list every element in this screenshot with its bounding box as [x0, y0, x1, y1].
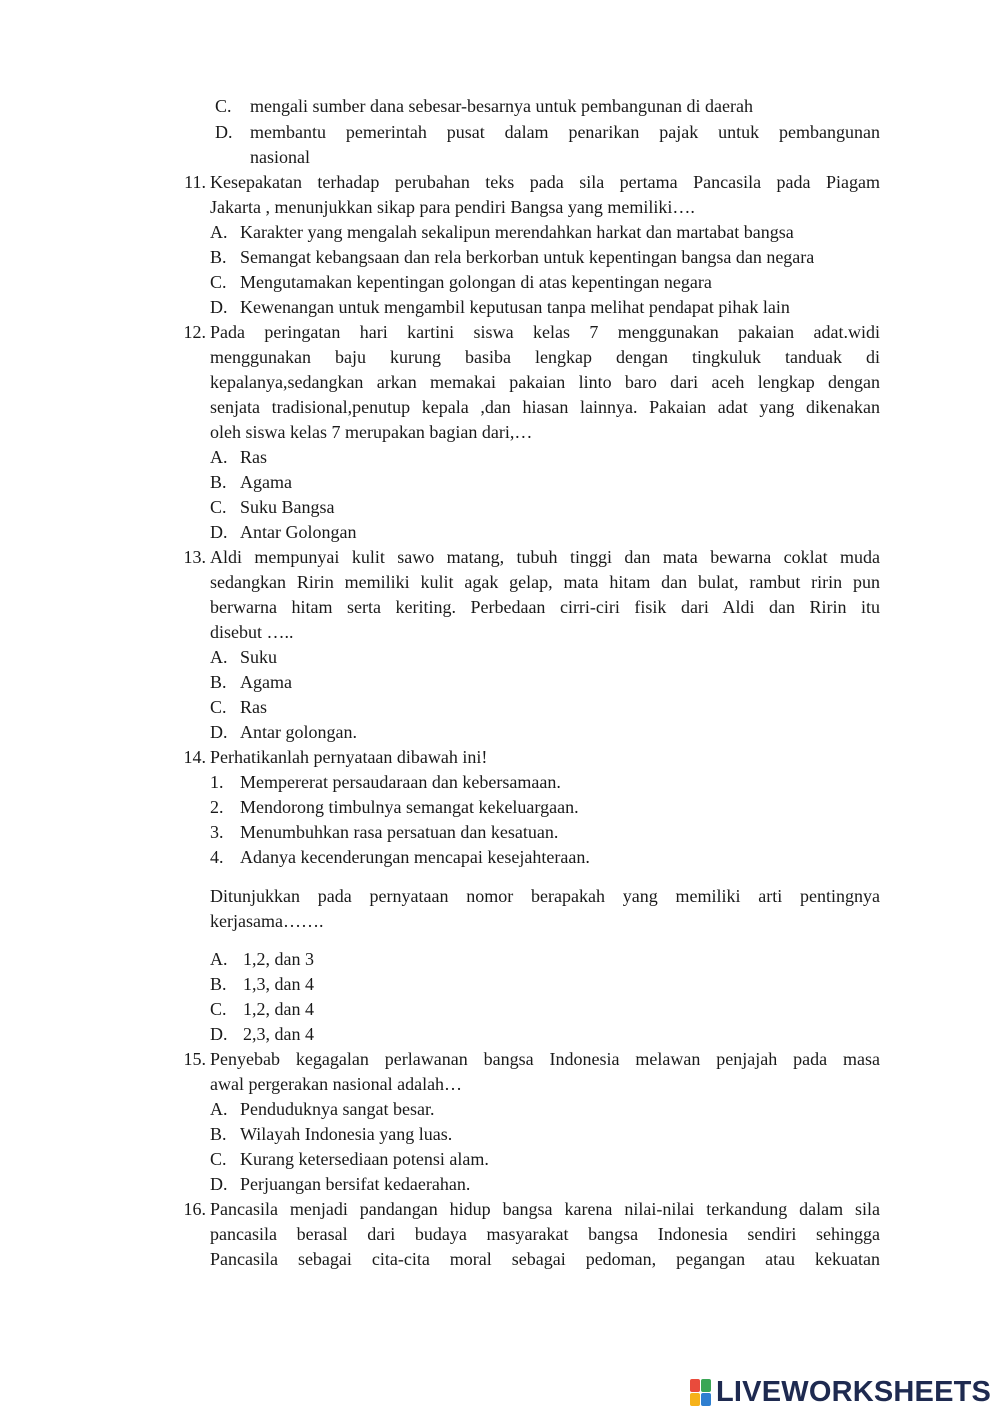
- q12-option-c-text: Suku Bangsa: [240, 497, 335, 517]
- q15-stem-line-1: Penyebab kegagalan perlawanan bangsa Indonesia melawan penjajah pada masa: [210, 1049, 880, 1069]
- q15-option-c-text: Kurang ketersediaan potensi alam.: [240, 1149, 489, 1169]
- q14-statement-4-text: Adanya kecenderungan mencapai kesejahteraan.: [240, 847, 590, 867]
- q11-number: 11.: [184, 172, 206, 192]
- liveworksheets-logo-text: LIVEWORKSHEETS: [716, 1375, 992, 1408]
- q14-number: 14.: [183, 747, 206, 767]
- q14-question-line-1: Ditunjukkan pada pernyataan nomor berapakah yang memiliki arti pentingnya: [210, 886, 880, 906]
- q13-option-d-letter: D.: [210, 722, 228, 742]
- q14-option-a-text: 1,2, dan 3: [243, 949, 314, 969]
- q10-option-d-text-cont: nasional: [250, 147, 310, 167]
- q15-number: 15.: [183, 1049, 206, 1069]
- q10-option-d-text: membantu pemerintah pusat dalam penarikan pajak untuk pembangunan: [250, 122, 880, 142]
- q15-option-a-letter: A.: [210, 1099, 228, 1119]
- q12-stem-line-3: kepalanya,sedangkan arkan memakai pakaian linto baro dari aceh lengkap dengan: [210, 372, 880, 392]
- q14-statement-3-number: 3.: [210, 822, 224, 842]
- q12-option-d-letter: D.: [210, 522, 228, 542]
- q14-option-d-text: 2,3, dan 4: [243, 1024, 314, 1044]
- q11-option-a-letter: A.: [210, 222, 228, 242]
- q13-number: 13.: [183, 547, 206, 567]
- q12-stem-line-1: Pada peringatan hari kartini siswa kelas 7 menggunakan pakaian adat.widi: [210, 322, 880, 342]
- liveworksheets-logo[interactable]: [690, 1374, 991, 1410]
- q12-option-d-text: Antar Golongan: [240, 522, 357, 542]
- q15-option-a-text: Penduduknya sangat besar.: [240, 1099, 435, 1119]
- q14-option-c-text: 1,2, dan 4: [243, 999, 314, 1019]
- q14-option-a-letter: A.: [210, 949, 228, 969]
- q14-statement-2-number: 2.: [210, 797, 224, 817]
- q16-stem-line-1: Pancasila menjadi pandangan hidup bangsa karena nilai-nilai terkandung dalam sila: [210, 1199, 880, 1219]
- q13-option-b-text: Agama: [240, 672, 292, 692]
- q14-statement-3-text: Menumbuhkan rasa persatuan dan kesatuan.: [240, 822, 559, 842]
- q13-stem-line-1: Aldi mempunyai kulit sawo matang, tubuh tinggi dan mata bewarna coklat muda: [210, 547, 880, 567]
- q15-option-c-letter: C.: [210, 1149, 227, 1169]
- q13-stem-line-3: berwarna hitam serta keriting. Perbedaan cirri-ciri fisik dari Aldi dan Ririn itu: [210, 597, 880, 617]
- q11-option-c-letter: C.: [210, 272, 227, 292]
- q13-option-c-letter: C.: [210, 697, 227, 717]
- q15-option-b-letter: B.: [210, 1124, 227, 1144]
- liveworksheets-logo-icon: [690, 1378, 712, 1406]
- q10-option-d-letter: D.: [215, 122, 233, 142]
- q14-statement-4-number: 4.: [210, 847, 224, 867]
- q13-option-b-letter: B.: [210, 672, 227, 692]
- q12-number: 12.: [183, 322, 206, 342]
- q12-option-a-text: Ras: [240, 447, 267, 467]
- q16-number: 16.: [183, 1199, 206, 1219]
- q11-option-b-text: Semangat kebangsaan dan rela berkorban untuk kepentingan bangsa dan negara: [240, 247, 815, 267]
- q11-stem-line-2: Jakarta , menunjukkan sikap para pendiri Bangsa yang memiliki….: [210, 197, 695, 217]
- q12-option-b-letter: B.: [210, 472, 227, 492]
- q11-option-b-letter: B.: [210, 247, 227, 267]
- q13-option-d-text: Antar golongan.: [240, 722, 357, 742]
- q11-option-c-text: Mengutamakan kepentingan golongan di atas kepentingan negara: [240, 272, 712, 292]
- q15-stem-line-2: awal pergerakan nasional adalah…: [210, 1074, 463, 1094]
- q16-stem-line-2: pancasila berasal dari budaya masyarakat bangsa Indonesia sendiri sehingga: [210, 1224, 880, 1244]
- q14-question-line-2: kerjasama…….: [210, 911, 324, 931]
- q12-option-c-letter: C.: [210, 497, 227, 517]
- q14-statement-1-number: 1.: [210, 772, 224, 792]
- q10-option-c-text: mengali sumber dana sebesar-besarnya untuk pembangunan di daerah: [250, 96, 753, 116]
- q14-option-c-letter: C.: [210, 999, 227, 1019]
- q11-option-a-text: Karakter yang mengalah sekalipun merendahkan harkat dan martabat bangsa: [240, 222, 794, 242]
- q13-option-c-text: Ras: [240, 697, 267, 717]
- q13-stem-line-2: sedangkan Ririn memiliki kulit agak gelap, mata hitam dan bulat, rambut ririn pun: [210, 572, 880, 592]
- q12-stem-line-5: oleh siswa kelas 7 merupakan bagian dari,…: [210, 422, 533, 442]
- q15-option-d-letter: D.: [210, 1174, 228, 1194]
- q15-option-d-text: Perjuangan bersifat kedaerahan.: [240, 1174, 471, 1194]
- q12-stem-line-4: senjata tradisional,penutup kepala ,dan hiasan lainnya. Pakaian adat yang dikenakan: [210, 397, 880, 417]
- q13-option-a-letter: A.: [210, 647, 228, 667]
- q12-stem-line-2: menggunakan baju kurung basiba lengkap dengan tingkuluk tanduak di: [210, 347, 880, 367]
- q13-stem-line-4: disebut …..: [210, 622, 294, 642]
- q15-option-b-text: Wilayah Indonesia yang luas.: [240, 1124, 453, 1144]
- q10-option-c-letter: C.: [215, 96, 232, 116]
- q12-option-a-letter: A.: [210, 447, 228, 467]
- q13-option-a-text: Suku: [240, 647, 278, 667]
- q14-stem: Perhatikanlah pernyataan dibawah ini!: [210, 747, 488, 767]
- q12-option-b-text: Agama: [240, 472, 292, 492]
- q11-stem-line-1: Kesepakatan terhadap perubahan teks pada sila pertama Pancasila pada Piagam: [210, 172, 880, 192]
- q14-option-b-letter: B.: [210, 974, 227, 994]
- q11-option-d-letter: D.: [210, 297, 228, 317]
- q14-option-d-letter: D.: [210, 1024, 228, 1044]
- q14-option-b-text: 1,3, dan 4: [243, 974, 314, 994]
- q14-statement-2-text: Mendorong timbulnya semangat kekeluargaan.: [240, 797, 579, 817]
- q14-statement-1-text: Mempererat persaudaraan dan kebersamaan.: [240, 772, 561, 792]
- q16-stem-line-3: Pancasila sebagai cita-cita moral sebagai pedoman, pegangan atau kekuatan: [210, 1249, 880, 1269]
- q11-option-d-text: Kewenangan untuk mengambil keputusan tanpa melihat pendapat pihak lain: [240, 297, 790, 317]
